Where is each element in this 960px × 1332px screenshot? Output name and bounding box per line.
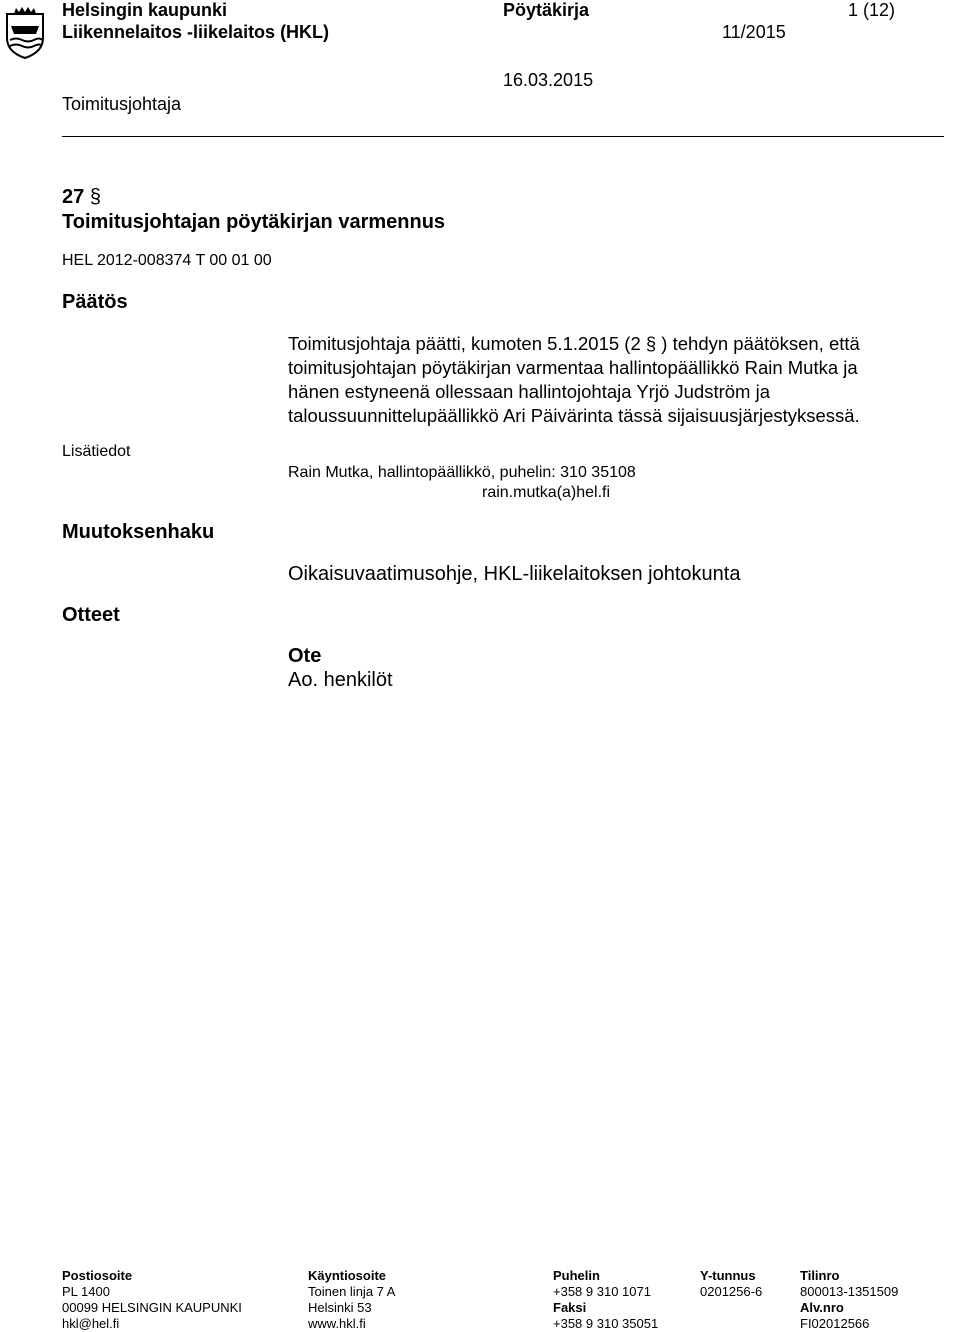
organization-unit: Liikennelaitos -liikelaitos (HKL) (62, 22, 330, 42)
decision-heading: Päätös (62, 291, 128, 313)
footer-vat-heading: Alv.nro (800, 1300, 844, 1315)
footer-visit-heading: Käyntiosoite (308, 1268, 387, 1283)
section-number: 27 (62, 186, 85, 208)
footer-phone-heading: Puhelin (553, 1268, 600, 1283)
footer-business-id-heading: Y-tunnus (700, 1268, 756, 1283)
helsinki-coat-of-arms-logo (4, 4, 46, 60)
footer-account-heading: Tilinro (800, 1268, 840, 1283)
decision-line-2: toimitusjohtajan pöytäkirjan varmentaa hallintopäällikkö Rain Mutka ja (288, 357, 858, 378)
footer-website: www.hkl.fi (308, 1316, 366, 1331)
footer-postal-box: PL 1400 (62, 1284, 110, 1299)
page-number: 1 (12) (848, 0, 896, 20)
decision-line-1: Toimitusjohtaja päätti, kumoten 5.1.2015 (2 § ) tehdyn päätöksen, että (288, 333, 860, 354)
info-heading: Lisätiedot (62, 443, 131, 460)
footer-visit-city: Helsinki 53 (308, 1300, 372, 1315)
section-title: Toimitusjohtajan pöytäkirjan varmennus (62, 211, 446, 233)
footer-business-id: 0201256-6 (700, 1284, 763, 1299)
meeting-date: 16.03.2015 (503, 70, 594, 90)
extracts-heading: Otteet (62, 604, 120, 626)
footer-postal-city: 00099 HELSINGIN KAUPUNKI (62, 1300, 242, 1315)
organization-name: Helsingin kaupunki (62, 0, 228, 20)
document-type: Pöytäkirja (503, 0, 590, 20)
footer-fax: +358 9 310 35051 (553, 1316, 659, 1331)
footer-account: 800013-1351509 (800, 1284, 899, 1299)
section-number-line (62, 186, 101, 209)
decision-line-4: taloussuunnittelupäällikkö Ari Päivärinta tässä sijaisuusjärjestyksessä. (288, 405, 860, 426)
footer-visit-street: Toinen linja 7 A (308, 1284, 396, 1299)
appeal-instructions: Oikaisuvaatimusohje, HKL-liikelaitoksen johtokunta (288, 563, 741, 585)
header-divider (62, 136, 944, 137)
issuer-role: Toimitusjohtaja (62, 94, 182, 114)
footer-vat: FI02012566 (800, 1316, 870, 1331)
extract-label: Ote (288, 645, 322, 667)
minutes-number: 11/2015 (722, 22, 786, 42)
info-email: rain.mutka(a)hel.fi (482, 484, 611, 501)
section-sign: § (89, 186, 101, 208)
appeal-heading: Muutoksenhaku (62, 521, 215, 543)
info-contact: Rain Mutka, hallintopäällikkö, puhelin: 310 35108 (288, 464, 636, 481)
footer-email: hkl@hel.fi (62, 1316, 120, 1331)
footer-fax-heading: Faksi (553, 1300, 587, 1315)
extract-recipients: Ao. henkilöt (288, 669, 393, 691)
footer-postal-heading: Postiosoite (62, 1268, 133, 1283)
decision-line-3: hänen estyneenä ollessaan hallintojohtaja Yrjö Judström ja (288, 381, 771, 402)
case-reference: HEL 2012-008374 T 00 01 00 (62, 252, 272, 269)
footer-phone: +358 9 310 1071 (553, 1284, 651, 1299)
